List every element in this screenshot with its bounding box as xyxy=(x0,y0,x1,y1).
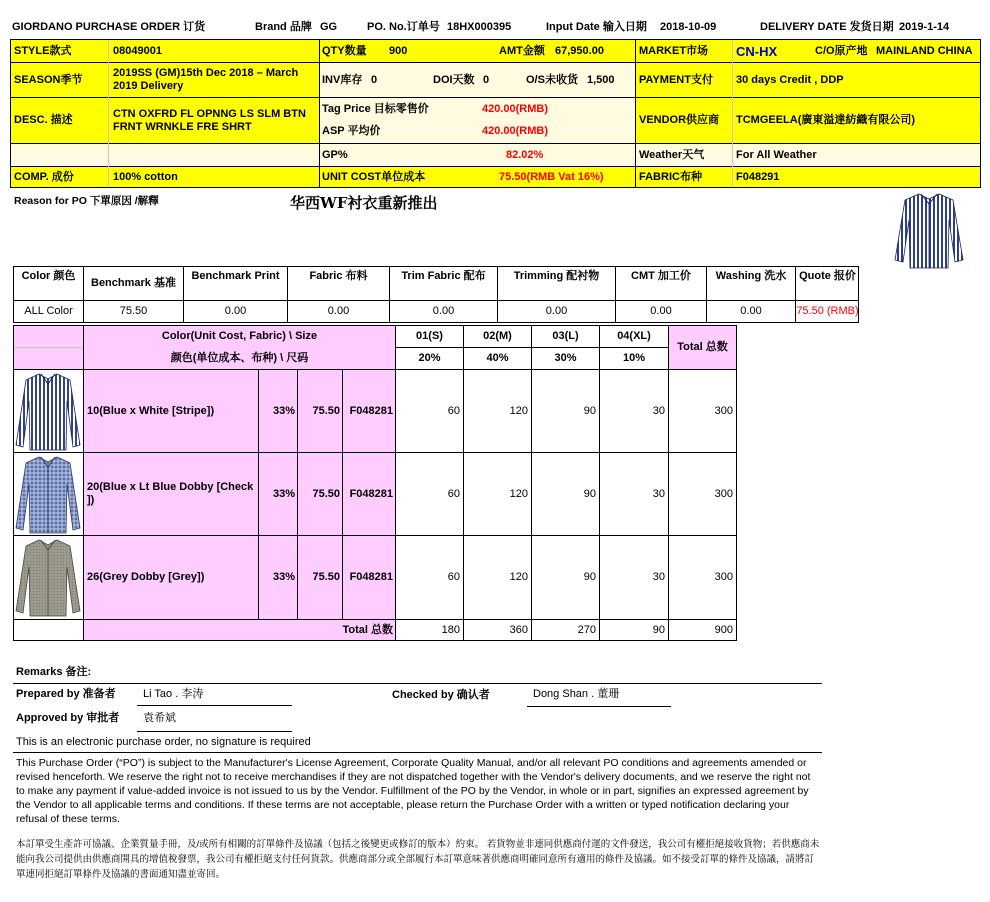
market-label: MARKET市场 xyxy=(639,44,709,57)
color-row-10-pct: 33% xyxy=(272,404,295,417)
blue-check-shirt-icon xyxy=(15,454,82,534)
color-row-26-qty-xl: 30 xyxy=(652,571,665,583)
delivery-date-label: DELIVERY DATE 发货日期 xyxy=(760,20,894,33)
cost-cell-benchmark-print: 0.00 xyxy=(224,305,247,317)
color-row-10-qty-s: 60 xyxy=(447,404,460,417)
cost-cell-trim-fabric: 0.00 xyxy=(432,305,455,317)
qty-label: QTY数量 xyxy=(322,44,367,57)
size-m-pct: 40% xyxy=(486,352,509,364)
input-date-value: 2018-10-09 xyxy=(660,20,717,33)
inv-label: INV库存 xyxy=(322,73,363,86)
color-row-10-cost: 75.50 xyxy=(312,404,340,417)
comp-value: 100% cotton xyxy=(113,170,178,183)
terms-english: This Purchase Order (“PO”) is subject to the Manufacturer's License Agreement, Corporate Quality Manual, and/or all relevant PO conditions and agreements amended or revised henceforth. We reserve the right not to receive merchandises if they are not dispatched together with the Vendor's delivery documents, and we reserve the right not to make any payment if value-added invoice is not issued to us by the Vendor. Fulfillment of the PO by the Vendor, in whole or in part, signifies an expressed agreement by the Vendor to all applicable terms and conditions. If these terms are not acceptable, please return the Purchase Order with a written or typed notification declaring your refusal of these terms. xyxy=(16,757,811,825)
size-l-pct: 30% xyxy=(554,352,577,364)
color-row-26-pct: 33% xyxy=(272,571,295,583)
cost-header-fabric: Fabric 布料 xyxy=(309,269,368,282)
size-header-line1: Color(Unit Cost, Fabric) \ Size xyxy=(161,330,318,342)
style-label: STYLE款式 xyxy=(14,44,72,57)
cost-header-washing: Washing 洗水 xyxy=(715,269,787,282)
total-qty-xl: 90 xyxy=(652,623,665,636)
unit-cost-value: 75.50(RMB Vat 16%) xyxy=(499,170,604,183)
size-total-header: Total 总数 xyxy=(677,341,728,353)
size-s-header: 01(S) xyxy=(416,330,443,342)
cost-cell-quote: 75.50 (RMB) xyxy=(796,305,859,317)
color-row-10-label: 10(Blue x White [Stripe]) xyxy=(87,404,215,417)
season-label: SEASON季节 xyxy=(14,73,83,86)
cost-cell-benchmark: 75.50 xyxy=(119,305,148,317)
color-row-10-total: 300 xyxy=(714,404,733,417)
doi-value: 0 xyxy=(483,73,490,86)
cost-cell-washing: 0.00 xyxy=(740,305,762,317)
color-row-26-total: 300 xyxy=(714,571,733,583)
color-row-20-fabric: F048281 xyxy=(349,487,393,500)
cost-cell-cmt: 0.00 xyxy=(650,305,672,317)
color-row-10-fabric: F048281 xyxy=(349,404,393,417)
color-row-20-cost: 75.50 xyxy=(312,487,340,500)
cost-header-benchmark-print: Benchmark Print xyxy=(191,269,280,282)
color-row-26-qty-m: 120 xyxy=(509,571,528,583)
color-row-20-pct: 33% xyxy=(272,487,295,500)
total-qty-m: 360 xyxy=(509,623,528,636)
color-row-20-total: 300 xyxy=(714,487,733,500)
color-row-10-qty-m: 120 xyxy=(509,404,528,417)
striped-shirt-icon xyxy=(15,371,82,451)
origin-label: C/O原产地 xyxy=(815,44,868,57)
size-l-header: 03(L) xyxy=(552,330,579,342)
asp-value: 420.00(RMB) xyxy=(482,124,549,137)
cost-cell-trimming: 0.00 xyxy=(545,305,568,317)
payment-label: PAYMENT支付 xyxy=(639,73,713,86)
style-value: 08049001 xyxy=(113,44,162,57)
brand-value: GG xyxy=(320,20,338,33)
input-date-label: Input Date 输入日期 xyxy=(546,20,647,33)
checked-by-value: Dong Shan . 董珊 xyxy=(533,687,620,700)
total-qty-l: 270 xyxy=(577,623,596,636)
size-m-header: 02(M) xyxy=(483,330,512,342)
tag-price-value: 420.00(RMB) xyxy=(482,102,549,115)
po-title: GIORDANO PURCHASE ORDER 订货 xyxy=(12,20,206,33)
approved-by-value: 袁希斌 xyxy=(143,711,176,724)
remarks-label: Remarks 备注: xyxy=(16,665,92,678)
color-row-26-fabric: F048281 xyxy=(349,571,393,583)
color-row-20-label: 20(Blue x Lt Blue Dobby [Check ]) xyxy=(87,481,254,506)
reason-label: Reason for PO 下單原因 /解釋 xyxy=(14,194,159,207)
po-number-value: 18HX000395 xyxy=(447,20,512,33)
qty-value: 900 xyxy=(389,44,408,57)
tag-price-label: Tag Price 目标零售价 xyxy=(322,102,429,115)
fabric-label: FABRIC布种 xyxy=(639,170,702,183)
cost-header-quote: Quote 报价 xyxy=(799,269,856,282)
gp-label: GP% xyxy=(322,148,348,161)
fabric-value: F048291 xyxy=(736,170,780,183)
color-row-20-qty-xl: 30 xyxy=(652,487,665,500)
striped-shirt-icon xyxy=(893,190,965,270)
amt-label: AMT金额 xyxy=(499,44,545,57)
po-number-label: PO. No.订单号 xyxy=(367,20,440,33)
terms-chinese: 本訂單受生產許可協議、企業質量手冊，及/或所有相關的訂單條件及協議（包括之後變更或修訂的版本）約束。 若貨物並非連同供應商付運的文件發送，我公司有權拒絕接收貨物；若供應商未能向我公司提供由供應商開具的增值稅發票，我公司有權拒絕支付任何貨款。供應商部分或全部履行本訂單意味著供應商明確同意所有適用的條件及協議。如不接受訂單的條件及協議，請將訂單連同拒絕訂單條件及協議的書面通知盡並寄回。 xyxy=(16,839,820,880)
desc-value: CTN OXFRD FL OPNNG LS SLM BTN FRNT WRNKLE FRE SHRT xyxy=(113,107,306,133)
gp-value: 82.02% xyxy=(506,148,544,161)
comp-label: COMP. 成份 xyxy=(14,170,74,183)
approved-by-label: Approved by 审批者 xyxy=(16,711,120,724)
color-row-10-qty-l: 90 xyxy=(583,404,596,417)
cost-header-trim-fabric: Trim Fabric 配布 xyxy=(401,269,486,282)
reason-value: 华西WF衬衣重新推出 xyxy=(290,193,438,212)
amt-value: 67,950.00 xyxy=(555,44,604,57)
prepared-by-label: Prepared by 准备者 xyxy=(16,687,116,700)
total-qty-s: 180 xyxy=(441,623,460,636)
size-header-line2: 颜色(单位成本、布种) \ 尺码 xyxy=(170,352,309,364)
size-xl-header: 04(XL) xyxy=(617,330,651,342)
weather-value: For All Weather xyxy=(736,148,817,161)
color-row-26-label: 26(Grey Dobby [Grey]) xyxy=(87,571,205,583)
checked-by-label: Checked by 确认者 xyxy=(392,688,490,701)
cost-header-cmt: CMT 加工价 xyxy=(631,269,691,282)
payment-value: 30 days Credit , DDP xyxy=(736,73,844,86)
color-row-20-qty-s: 60 xyxy=(447,487,460,500)
os-label: O/S未收货 xyxy=(526,73,578,86)
size-s-pct: 20% xyxy=(418,352,441,364)
vendor-label: VENDOR供应商 xyxy=(639,114,720,126)
color-row-20-qty-m: 120 xyxy=(509,487,528,500)
prepared-by-value: Li Tao . 李涛 xyxy=(143,687,204,700)
cost-header-color: Color 颜色 xyxy=(21,269,76,282)
color-row-26-cost: 75.50 xyxy=(312,571,340,583)
cost-header-benchmark: Benchmark 基准 xyxy=(91,277,176,289)
origin-value: MAINLAND CHINA xyxy=(876,44,973,57)
grand-total: 900 xyxy=(714,623,733,636)
grey-dobby-shirt-icon xyxy=(15,537,82,617)
inv-value: 0 xyxy=(371,73,378,86)
size-total-label: Total 总数 xyxy=(342,623,393,636)
asp-label: ASP 平均价 xyxy=(322,124,381,137)
delivery-date-value: 2019-1-14 xyxy=(899,20,950,33)
color-row-26-qty-l: 90 xyxy=(583,571,596,583)
cost-header-trimming: Trimming 配衬物 xyxy=(513,269,600,282)
color-row-26-qty-s: 60 xyxy=(447,571,460,583)
weather-label: Weather天气 xyxy=(639,148,705,161)
unit-cost-label: UNIT COST单位成本 xyxy=(322,170,426,183)
cost-cell-color: ALL Color xyxy=(24,305,73,317)
os-value: 1,500 xyxy=(587,73,615,86)
doi-label: DOI天数 xyxy=(433,73,475,86)
size-xl-pct: 10% xyxy=(622,352,646,364)
color-row-20-qty-l: 90 xyxy=(583,487,596,500)
cost-cell-fabric: 0.00 xyxy=(327,305,350,317)
color-row-10-qty-xl: 30 xyxy=(652,404,665,417)
market-value: CN-HX xyxy=(736,43,778,59)
vendor-value: TCMGEELA(廣東溢達紡織有限公司) xyxy=(736,114,916,126)
season-value: 2019SS (GM)15th Dec 2018 – March 2019 Delivery xyxy=(113,67,299,92)
brand-label: Brand 品牌 xyxy=(255,20,312,33)
electronic-po-note: This is an electronic purchase order, no signature is required xyxy=(16,736,311,748)
desc-label: DESC. 描述 xyxy=(14,114,73,126)
